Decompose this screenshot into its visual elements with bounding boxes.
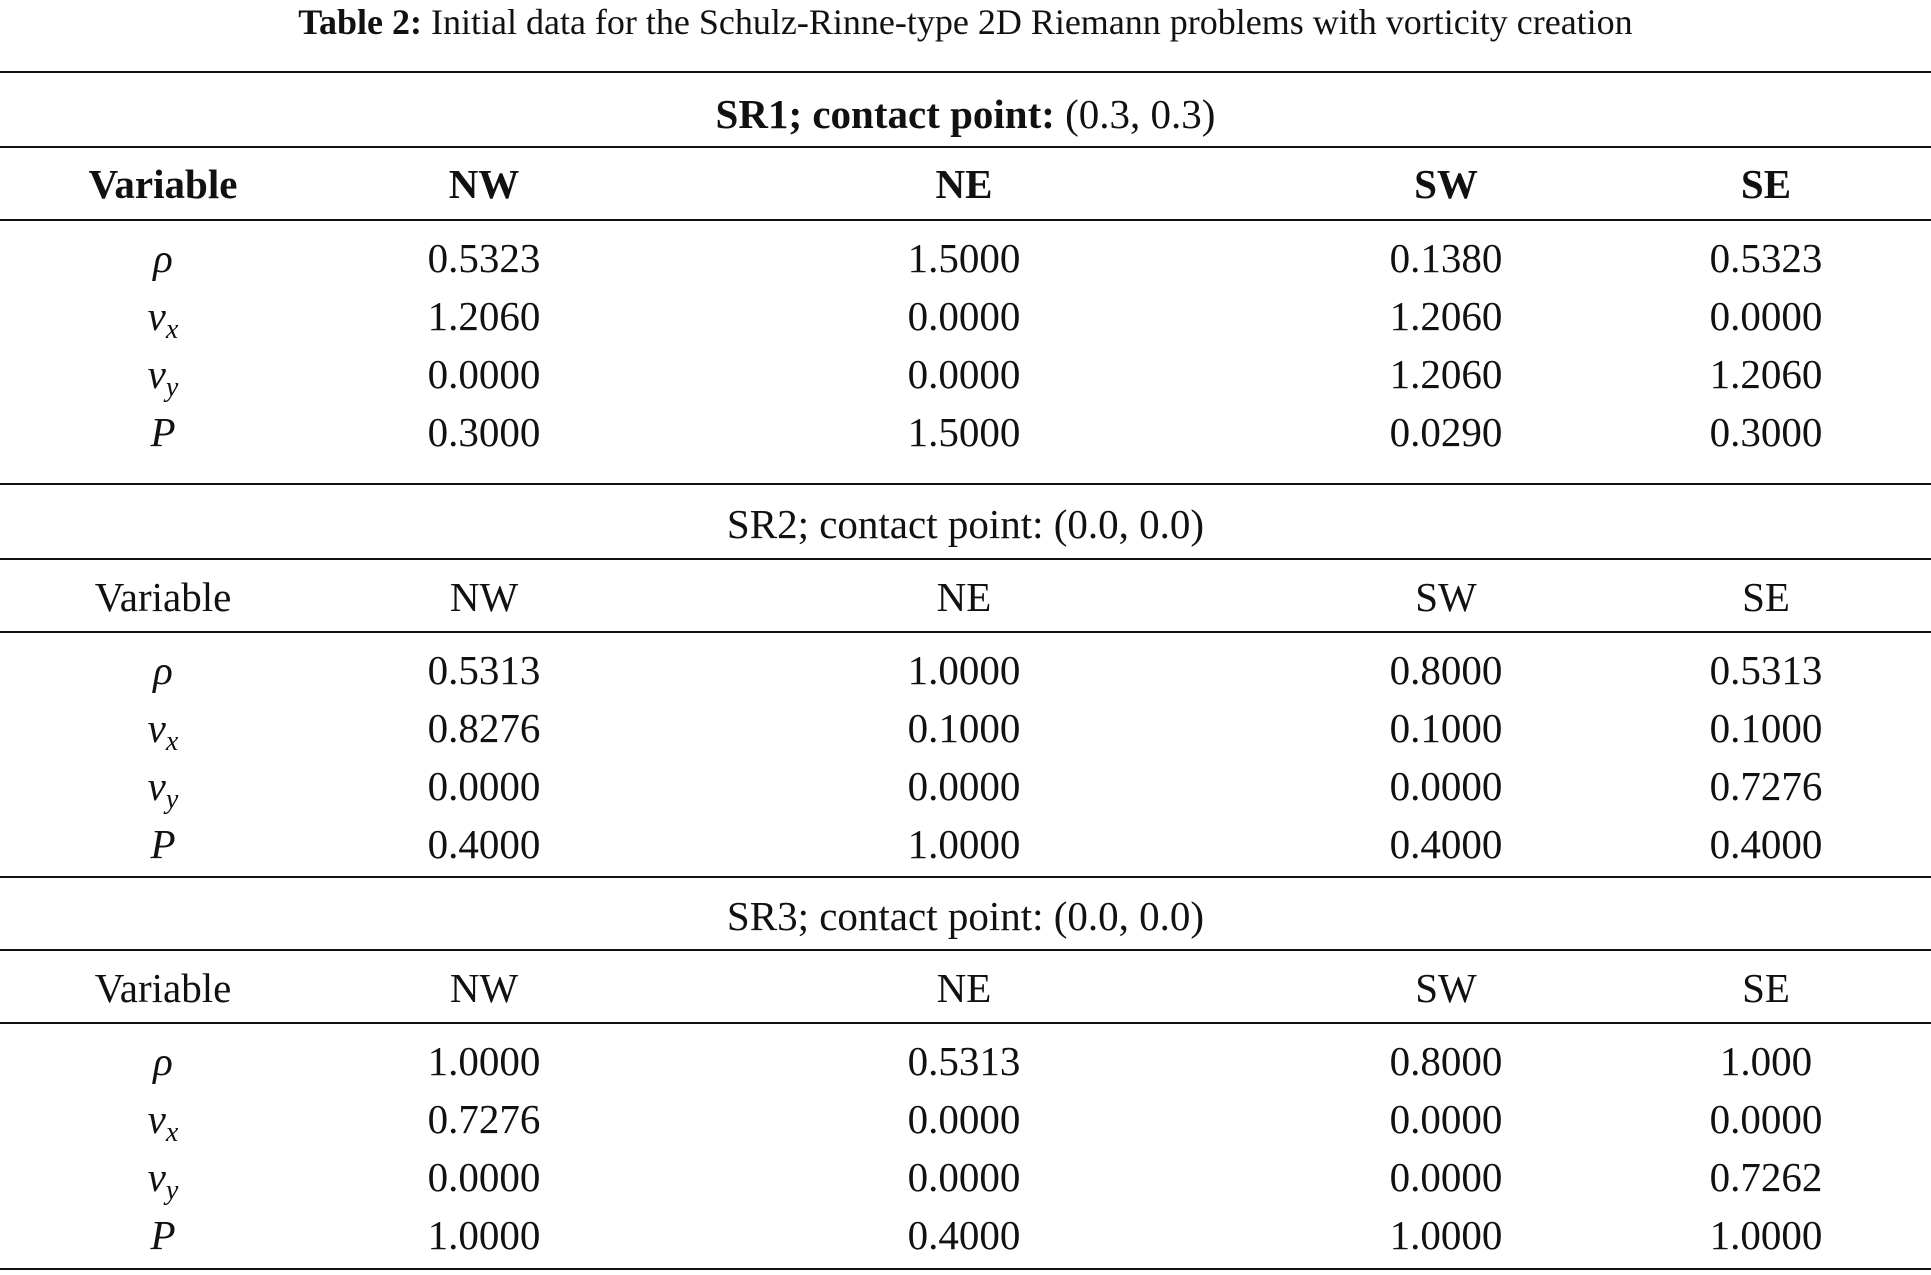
table-row — [0, 757, 1931, 815]
value-cell: 1.0000 — [907, 821, 1021, 867]
value-cell: 0.8000 — [1389, 1038, 1503, 1084]
column-header: SE — [1740, 161, 1792, 207]
value-cell: 0.7276 — [1709, 763, 1823, 809]
header-rule — [0, 631, 1931, 633]
column-header: NW — [449, 574, 519, 620]
value-cell: 0.7262 — [1709, 1154, 1823, 1200]
column-header: Variable — [94, 965, 232, 1011]
value-cell: 0.5313 — [907, 1038, 1021, 1084]
section-rule — [0, 876, 1931, 878]
value-cell: 0.0000 — [907, 763, 1021, 809]
value-cell: 0.0000 — [1389, 1096, 1503, 1142]
table-row — [0, 1090, 1931, 1148]
table-row — [0, 229, 1931, 287]
column-header: NW — [448, 161, 520, 207]
value-cell: 1.0000 — [1389, 1212, 1503, 1258]
header-rule — [0, 1022, 1931, 1024]
variable-cell: $v_y$ — [147, 763, 179, 815]
value-cell: 0.4000 — [427, 821, 541, 867]
table-row — [0, 1032, 1931, 1090]
value-cell: 0.1000 — [1709, 705, 1823, 751]
value-cell: 0.0000 — [1709, 1096, 1823, 1142]
top-rule — [0, 71, 1931, 73]
value-cell: 1.2060 — [1709, 351, 1823, 397]
column-header: Variable — [94, 574, 232, 620]
header-row — [0, 561, 1931, 633]
value-cell: 1.0000 — [907, 647, 1021, 693]
column-header: NE — [936, 574, 992, 620]
value-cell: 0.5323 — [1709, 235, 1823, 281]
section-label: SR1; contact point: — [715, 91, 1055, 137]
section-label: SR3; contact point: — [726, 893, 1044, 939]
table-row — [0, 815, 1931, 873]
variable-cell: P — [150, 409, 176, 455]
section-label: SR2; contact point: — [726, 501, 1044, 547]
column-header: SE — [1742, 574, 1790, 620]
section-rule — [0, 483, 1931, 485]
value-cell: 0.0000 — [427, 1154, 541, 1200]
section-title-sr2 — [0, 488, 1931, 560]
variable-cell: $v_x$ — [147, 1096, 179, 1148]
section-title-sr1 — [0, 78, 1931, 150]
value-cell: 0.0000 — [907, 1096, 1021, 1142]
value-cell: 0.5313 — [1709, 647, 1823, 693]
column-header: NW — [449, 965, 519, 1011]
value-cell: 0.0000 — [1389, 763, 1503, 809]
value-cell: 0.0000 — [907, 351, 1021, 397]
value-cell: 0.5313 — [427, 647, 541, 693]
value-cell: 0.0000 — [907, 1154, 1021, 1200]
variable-cell: $v_y$ — [147, 351, 179, 403]
value-cell: 1.2060 — [427, 293, 541, 339]
variable-cell: ρ — [153, 647, 173, 693]
value-cell: 1.2060 — [1389, 351, 1503, 397]
value-cell: 0.0000 — [907, 293, 1021, 339]
variable-cell: ρ — [153, 1038, 173, 1084]
header-row — [0, 952, 1931, 1024]
variable-cell: $v_y$ — [147, 1154, 179, 1206]
value-cell: 0.0000 — [427, 351, 541, 397]
value-cell: 1.2060 — [1389, 293, 1503, 339]
header-rule — [0, 219, 1931, 221]
value-cell: 0.8276 — [427, 705, 541, 751]
variable-cell: $v_x$ — [147, 293, 179, 345]
column-header: NE — [936, 965, 992, 1011]
value-cell: 1.5000 — [907, 409, 1021, 455]
value-cell: 0.0000 — [427, 763, 541, 809]
caption-text: Initial data for the Schulz-Rinne-type 2D Riemann problems with vorticity creation — [431, 2, 1633, 42]
value-cell: 0.8000 — [1389, 647, 1503, 693]
value-cell: 0.7276 — [427, 1096, 541, 1142]
variable-cell: P — [150, 1212, 176, 1258]
value-cell: 0.1000 — [1389, 705, 1503, 751]
contact-point: (0.3, 0.3) — [1065, 91, 1216, 137]
value-cell: 0.0290 — [1389, 409, 1503, 455]
table-row — [0, 1206, 1931, 1264]
column-header: SW — [1415, 574, 1477, 620]
value-cell: 0.0000 — [1389, 1154, 1503, 1200]
section-rule — [0, 949, 1931, 951]
contact-point: (0.0, 0.0) — [1053, 501, 1205, 547]
value-cell: 0.4000 — [1389, 821, 1503, 867]
table-row — [0, 345, 1931, 403]
table-row — [0, 403, 1931, 461]
value-cell: 0.1380 — [1389, 235, 1503, 281]
column-header: SE — [1742, 965, 1790, 1011]
caption-label: Table 2: — [298, 2, 422, 42]
section-title-sr3 — [0, 880, 1931, 952]
section-rule — [0, 558, 1931, 560]
contact-point: (0.0, 0.0) — [1053, 893, 1205, 939]
value-cell: 1.0000 — [427, 1212, 541, 1258]
value-cell: 0.3000 — [1709, 409, 1823, 455]
table-row — [0, 1148, 1931, 1206]
table-row — [0, 641, 1931, 699]
variable-cell: P — [150, 821, 176, 867]
column-header: SW — [1414, 161, 1478, 207]
value-cell: 0.4000 — [907, 1212, 1021, 1258]
column-header: SW — [1415, 965, 1477, 1011]
bottom-rule — [0, 1268, 1931, 1270]
column-header: NE — [935, 161, 993, 207]
table-row — [0, 287, 1931, 345]
value-cell: 0.5323 — [427, 235, 541, 281]
value-cell: 1.000 — [1719, 1038, 1813, 1084]
value-cell: 0.4000 — [1709, 821, 1823, 867]
header-row — [0, 148, 1931, 220]
value-cell: 0.3000 — [427, 409, 541, 455]
value-cell: 1.0000 — [427, 1038, 541, 1084]
value-cell: 1.0000 — [1709, 1212, 1823, 1258]
column-header: Variable — [88, 161, 238, 207]
variable-cell: ρ — [153, 235, 173, 281]
variable-cell: $v_x$ — [147, 705, 179, 757]
value-cell: 0.1000 — [907, 705, 1021, 751]
value-cell: 0.0000 — [1709, 293, 1823, 339]
table-caption — [0, 0, 1931, 44]
value-cell: 1.5000 — [907, 235, 1021, 281]
table-row — [0, 699, 1931, 757]
